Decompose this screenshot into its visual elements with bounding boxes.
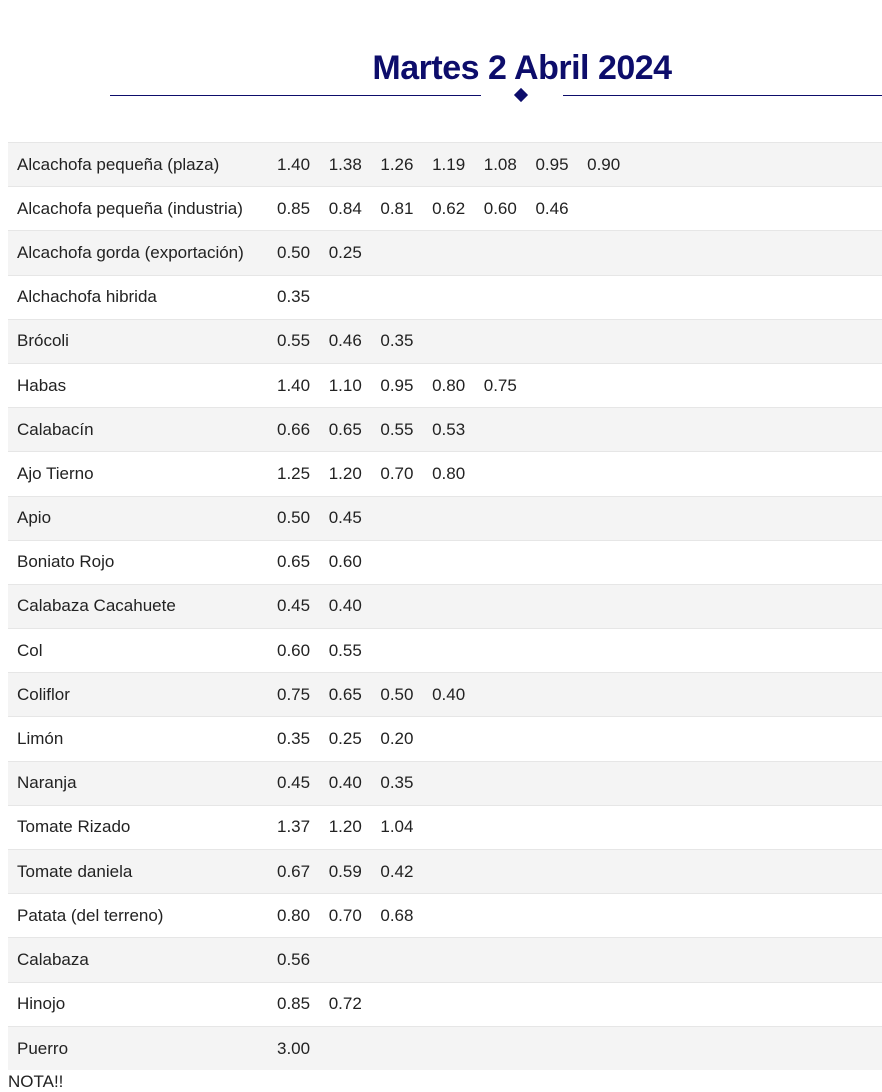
product-name: Patata (del terreno) [8,894,277,938]
price-value [432,1026,484,1070]
product-name: Calabacín [8,408,277,452]
title-divider [0,86,882,106]
table-row [8,231,882,275]
price-value: 0.46 [535,187,587,231]
price-value: 0.50 [277,496,329,540]
table-row [8,584,882,628]
page-title: Martes 2 Abril 2024 [372,48,672,87]
price-value: 0.59 [329,850,381,894]
price-value: 0.85 [277,187,329,231]
product-name: Hinojo [8,982,277,1026]
price-value [432,275,484,319]
price-value [587,452,639,496]
product-name: Alchachofa hibrida [8,275,277,319]
row-spacer [639,231,882,275]
price-value [587,319,639,363]
price-value [587,717,639,761]
price-value: 0.45 [329,496,381,540]
price-value: 0.25 [329,717,381,761]
price-value: 0.60 [277,629,329,673]
price-value [484,408,536,452]
row-spacer [639,894,882,938]
product-name: Alcachofa gorda (exportación) [8,231,277,275]
price-value: 1.37 [277,805,329,849]
price-value [380,496,432,540]
price-value: 0.45 [277,584,329,628]
row-spacer [639,275,882,319]
price-value: 0.68 [380,894,432,938]
price-value [432,761,484,805]
price-value: 0.35 [277,717,329,761]
price-value: 1.19 [432,143,484,187]
price-value [587,761,639,805]
price-value: 0.25 [329,231,381,275]
table-row [8,1026,882,1070]
price-value [380,938,432,982]
price-value [484,231,536,275]
row-spacer [639,1026,882,1070]
price-value [535,1026,587,1070]
row-spacer [639,452,882,496]
price-value [484,496,536,540]
product-name: Limón [8,717,277,761]
row-spacer [639,319,882,363]
price-value: 0.35 [380,319,432,363]
product-name: Habas [8,363,277,407]
price-value: 3.00 [277,1026,329,1070]
price-value: 0.65 [277,540,329,584]
price-value: 0.40 [329,761,381,805]
table-row [8,319,882,363]
row-spacer [639,496,882,540]
price-value [587,540,639,584]
table-row [8,363,882,407]
product-name: Calabaza Cacahuete [8,584,277,628]
price-value [380,584,432,628]
table-row [8,143,882,187]
price-value: 0.56 [277,938,329,982]
price-value [432,982,484,1026]
row-spacer [639,982,882,1026]
price-value: 1.40 [277,363,329,407]
price-value: 1.08 [484,143,536,187]
table-row [8,717,882,761]
price-value [380,275,432,319]
price-value [432,231,484,275]
price-value [432,540,484,584]
row-spacer [639,584,882,628]
price-value: 0.75 [277,673,329,717]
table-row [8,452,882,496]
price-value [587,629,639,673]
price-value [535,629,587,673]
price-value [535,319,587,363]
price-value: 0.80 [432,452,484,496]
price-value [587,1026,639,1070]
table-row [8,629,882,673]
price-value [484,452,536,496]
price-value [587,187,639,231]
price-value: 0.66 [277,408,329,452]
price-value [535,231,587,275]
row-spacer [639,850,882,894]
price-value [587,850,639,894]
table-row [8,540,882,584]
price-value: 1.26 [380,143,432,187]
price-value [329,1026,381,1070]
row-spacer [639,805,882,849]
row-spacer [639,540,882,584]
price-value [587,408,639,452]
price-value [380,629,432,673]
price-value [329,275,381,319]
price-value: 0.95 [535,143,587,187]
price-value: 0.20 [380,717,432,761]
price-value: 0.95 [380,363,432,407]
price-value: 0.40 [329,584,381,628]
price-value [484,673,536,717]
price-value [432,319,484,363]
price-value: 1.38 [329,143,381,187]
price-value [432,850,484,894]
price-value [484,717,536,761]
price-value [432,894,484,938]
price-value [380,540,432,584]
price-value [484,850,536,894]
price-value [587,673,639,717]
price-value: 0.72 [329,982,381,1026]
product-name: Naranja [8,761,277,805]
price-table [8,142,882,1070]
table-row [8,408,882,452]
price-value: 0.70 [329,894,381,938]
price-value: 0.80 [277,894,329,938]
price-value: 1.20 [329,452,381,496]
divider-line-left [110,95,481,96]
price-value [535,982,587,1026]
price-value [535,496,587,540]
price-value [432,938,484,982]
table-row [8,982,882,1026]
price-value: 0.80 [432,363,484,407]
price-value [380,982,432,1026]
price-value: 0.67 [277,850,329,894]
price-value [484,894,536,938]
price-value [484,275,536,319]
price-value: 0.62 [432,187,484,231]
product-name: Puerro [8,1026,277,1070]
table-row [8,761,882,805]
table-row [8,673,882,717]
price-value [535,673,587,717]
table-row [8,850,882,894]
price-value [484,540,536,584]
table-row [8,805,882,849]
price-value [535,850,587,894]
price-value [484,761,536,805]
price-value [484,629,536,673]
price-value [432,629,484,673]
price-value: 0.60 [484,187,536,231]
price-value [484,938,536,982]
price-value [587,363,639,407]
diamond-icon [514,88,528,102]
product-name: Col [8,629,277,673]
price-value: 0.60 [329,540,381,584]
price-value [484,982,536,1026]
price-value: 0.35 [277,275,329,319]
price-value [535,452,587,496]
price-value [587,805,639,849]
row-spacer [639,187,882,231]
price-value: 0.85 [277,982,329,1026]
price-value [587,496,639,540]
table-row [8,894,882,938]
price-value [587,584,639,628]
price-value: 0.46 [329,319,381,363]
price-value [535,363,587,407]
price-value [535,761,587,805]
price-value: 1.10 [329,363,381,407]
divider-line-right [563,95,882,96]
price-value [587,894,639,938]
row-spacer [639,143,882,187]
price-value: 1.40 [277,143,329,187]
price-value: 0.55 [380,408,432,452]
price-value: 0.81 [380,187,432,231]
price-value [380,231,432,275]
price-value [535,717,587,761]
price-value [587,231,639,275]
row-spacer [639,673,882,717]
product-name: Brócoli [8,319,277,363]
price-value [380,1026,432,1070]
price-value: 0.42 [380,850,432,894]
price-value: 0.55 [329,629,381,673]
table-row [8,187,882,231]
price-value [432,717,484,761]
table-row [8,938,882,982]
row-spacer [639,938,882,982]
price-value [432,805,484,849]
price-value: 0.50 [277,231,329,275]
row-spacer [639,363,882,407]
row-spacer [639,408,882,452]
table-row [8,275,882,319]
price-value [535,805,587,849]
product-name: Alcachofa pequeña (plaza) [8,143,277,187]
product-name: Boniato Rojo [8,540,277,584]
price-value: 0.55 [277,319,329,363]
product-name: Ajo Tierno [8,452,277,496]
product-name: Calabaza [8,938,277,982]
price-value [329,938,381,982]
price-value [535,275,587,319]
price-value [535,938,587,982]
product-name: Tomate daniela [8,850,277,894]
price-value: 1.04 [380,805,432,849]
price-value [535,408,587,452]
row-spacer [639,629,882,673]
product-name: Coliflor [8,673,277,717]
product-name: Tomate Rizado [8,805,277,849]
price-value: 0.50 [380,673,432,717]
price-value [587,275,639,319]
price-value: 0.65 [329,673,381,717]
product-name: Alcachofa pequeña (industria) [8,187,277,231]
price-value: 0.53 [432,408,484,452]
price-value: 0.75 [484,363,536,407]
price-value [535,584,587,628]
price-value [587,938,639,982]
row-spacer [639,761,882,805]
price-value [484,319,536,363]
price-value: 0.84 [329,187,381,231]
note-text: NOTA!! [8,1072,64,1091]
price-value: 0.35 [380,761,432,805]
table-row [8,496,882,540]
row-spacer [639,717,882,761]
price-value [432,496,484,540]
price-value: 0.65 [329,408,381,452]
price-value [587,982,639,1026]
price-value: 0.45 [277,761,329,805]
price-value [432,584,484,628]
price-value [484,805,536,849]
price-value: 1.25 [277,452,329,496]
price-value [535,540,587,584]
price-value [484,584,536,628]
product-name: Apio [8,496,277,540]
price-value: 0.40 [432,673,484,717]
price-value: 0.90 [587,143,639,187]
price-value [484,1026,536,1070]
price-value: 1.20 [329,805,381,849]
price-value: 0.70 [380,452,432,496]
price-value [535,894,587,938]
